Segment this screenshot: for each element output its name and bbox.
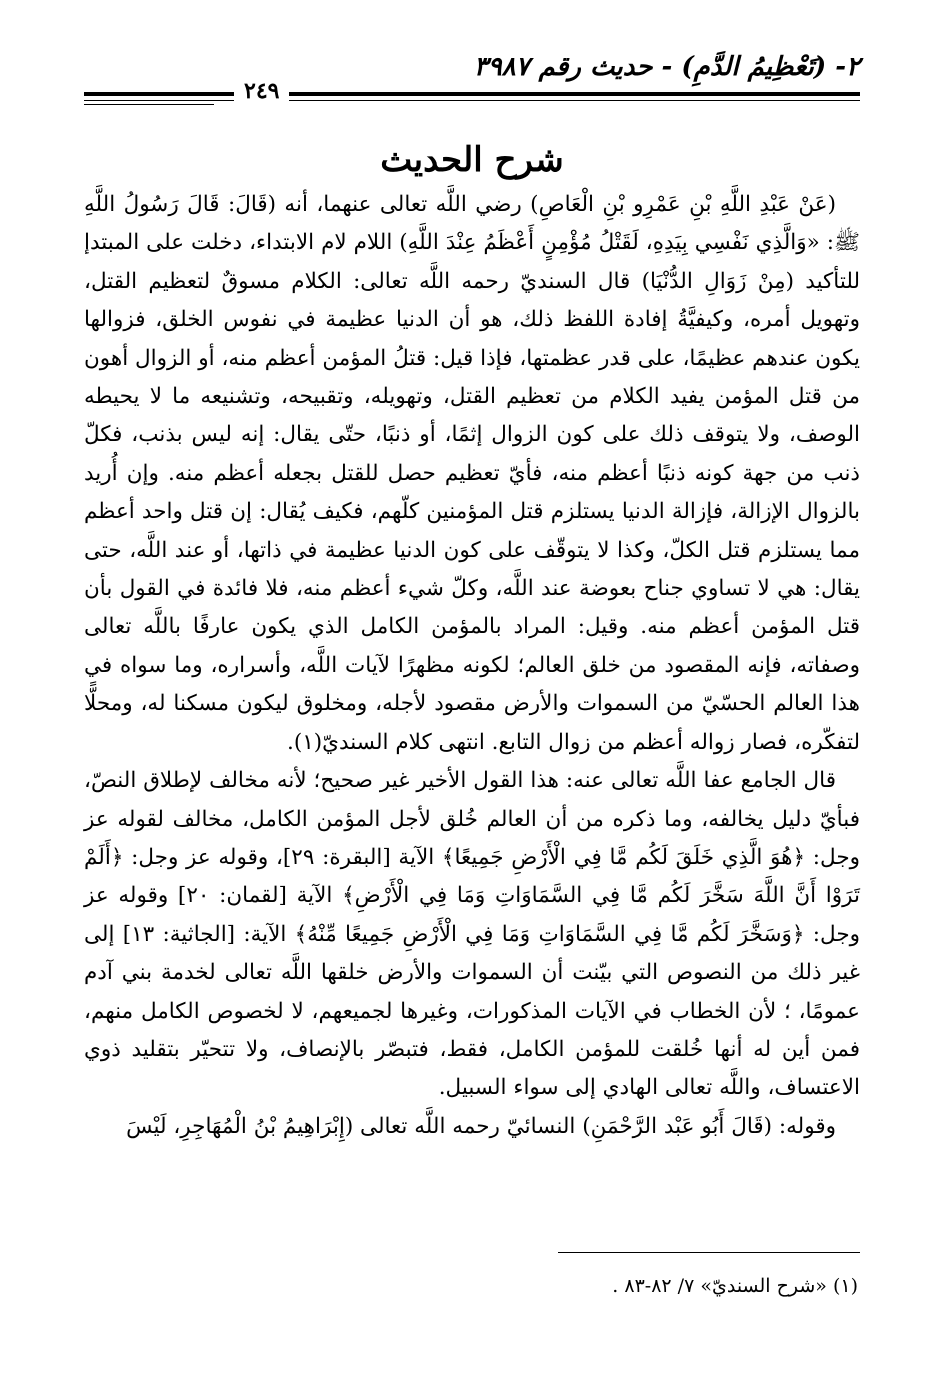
page-number: ٢٤٩: [234, 78, 289, 104]
header-rule-left-thin: [84, 104, 214, 105]
section-heading: شرح الحديث: [380, 140, 564, 180]
footnote-rule: [558, 1252, 860, 1253]
footnote: (١) «شرح السنديّ» ٧/ ٨٢-٨٣ .: [612, 1275, 858, 1297]
running-head: [84, 52, 860, 88]
header-rule: [84, 78, 860, 112]
paragraph-compiler-note: قال الجامع عفا اللَّه تعالى عنه: هذا القول الأخير غير صحيح؛ لأنه مخالف لإطلاق النصّ، فبأيّ دليل يخالفه، وما ذكره من أن العالم خُلق لأجل المؤمن الكامل، مخالف لقوله عز وجل: ﴿هُوَ الَّذِي خَلَقَ لَكُم مَّا فِي الْأَرْضِ جَمِيعًا﴾ الآية [البقرة: ٢٩]، وقوله عز وجل: ﴿أَلَمْ تَرَوْا أَنَّ اللَّهَ سَخَّرَ لَكُم مَّا فِي السَّمَاوَاتِ وَمَا فِي الْأَرْضِ﴾ الآية [لقمان: ٢٠] وقوله عز وجل: ﴿وَسَخَّرَ لَكُم مَّا فِي السَّمَاوَاتِ وَمَا فِي الْأَرْضِ جَمِيعًا مِّنْهُ﴾ الآية: [الجاثية: ١٣] إلى غير ذلك من النصوص التي بيّنت أن السموات والأرض خلقها اللَّه تعالى لخدمة بني آدم عمومًا، ؛ لأن الخطاب في الآيات المذكورات، وغيرها لجميعهم، لا لخصوص الكامل منهم، فمن أين له أنها خُلقت للمؤمن الكامل، فقط، فتبصّر بالإنصاف، ولا تتحيّر بتقليد ذوي الاعتساف، واللَّه تعالى الهادي إلى سواء السبيل.: [84, 768, 860, 1101]
paragraph-hadith-commentary: (عَنْ عَبْدِ اللَّهِ بْنِ عَمْرِو بْنِ الْعَاصِ) رضي اللَّه تعالى عنهما، أنه (قَالَ: قَالَ رَسُولُ اللَّهِ ﷺ: «وَالَّذِي نَفْسِي بِيَدِهِ، لَقَتْلُ مُؤْمِنٍ أَعْظَمُ عِنْدَ اللَّهِ) اللام لام الابتداء، دخلت على المبتدإ للتأكيد (مِنْ زَوَالِ الدُّنْيَا) قال السنديّ رحمه اللَّه تعالى: الكلام مسوقٌ لتعظيم القتل، وتهويل أمره، وكيفيَّةُ إفادة اللفظ ذلك، هو أن الدنيا عظيمة في نفوس الخلق، فزوالها يكون عندهم عظيمًا، على قدر عظمتها، فإذا قيل: قتلُ المؤمن أعظم منه، أو الزوال أهون من قتل المؤمن يفيد الكلام من تعظيم القتل، وتهويله، وتقبيحه، وتشنيعه ما لا يحيطه الوصف، ولا يتوقف ذلك على كون الزوال إثمًا، أو ذنبًا، حتّى يقال: إنه ليس بذنب، فكلّ ذنب من جهة كونه ذنبًا أعظم منه، فأيّ تعظيم حصل للقتل بجعله أعظم منه. وإن أُريد بالزوال الإزالة، فإزالة الدنيا يستلزم قتل المؤمنين كلّهم، فكيف يُقال: إن قتل واحد أعظم مما يستلزم قتل الكلّ، وكذا لا يتوقّف على كون الدنيا عظيمة في ذاتها، أو عند اللَّه، حتى يقال: هي لا تساوي جناح بعوضة عند اللَّه، وكلّ شيء أعظم منه، فلا فائدة في القول بأن قتل المؤمن أعظم منه. وقيل: المراد بالمؤمن الكامل الذي يكون عارفًا باللَّه تعالى وصفاته، فإنه المقصود من خلق العالم؛ لكونه مظهرًا لآيات اللَّه، وأسراره، وما سواه في هذا العالم الحسّيّ من السموات والأرض مقصود لأجله، ومخلوق ليكون مسكنا له، ومحلًّا لتفكّره، فصار زواله أعظم من زوال التابع. انتهى كلام السنديّ(١).: [84, 192, 860, 755]
running-head-title: ٢- (تَعْظِيمُ الدَّمِ) - حديث رقم ٣٩٨٧: [473, 52, 860, 82]
body-text: [84, 186, 860, 1146]
header-rule-thick: [84, 92, 860, 96]
paragraph-continuation: وقوله: (قَالَ أَبُو عَبْد الرَّحْمَنِ) النسائيّ رحمه اللَّه تعالى (إِبْرَاهِيمُ بْنُ الْمُهَاجِرِ، لَيْسَ: [126, 1113, 836, 1139]
header-rule-thin: [84, 100, 860, 101]
